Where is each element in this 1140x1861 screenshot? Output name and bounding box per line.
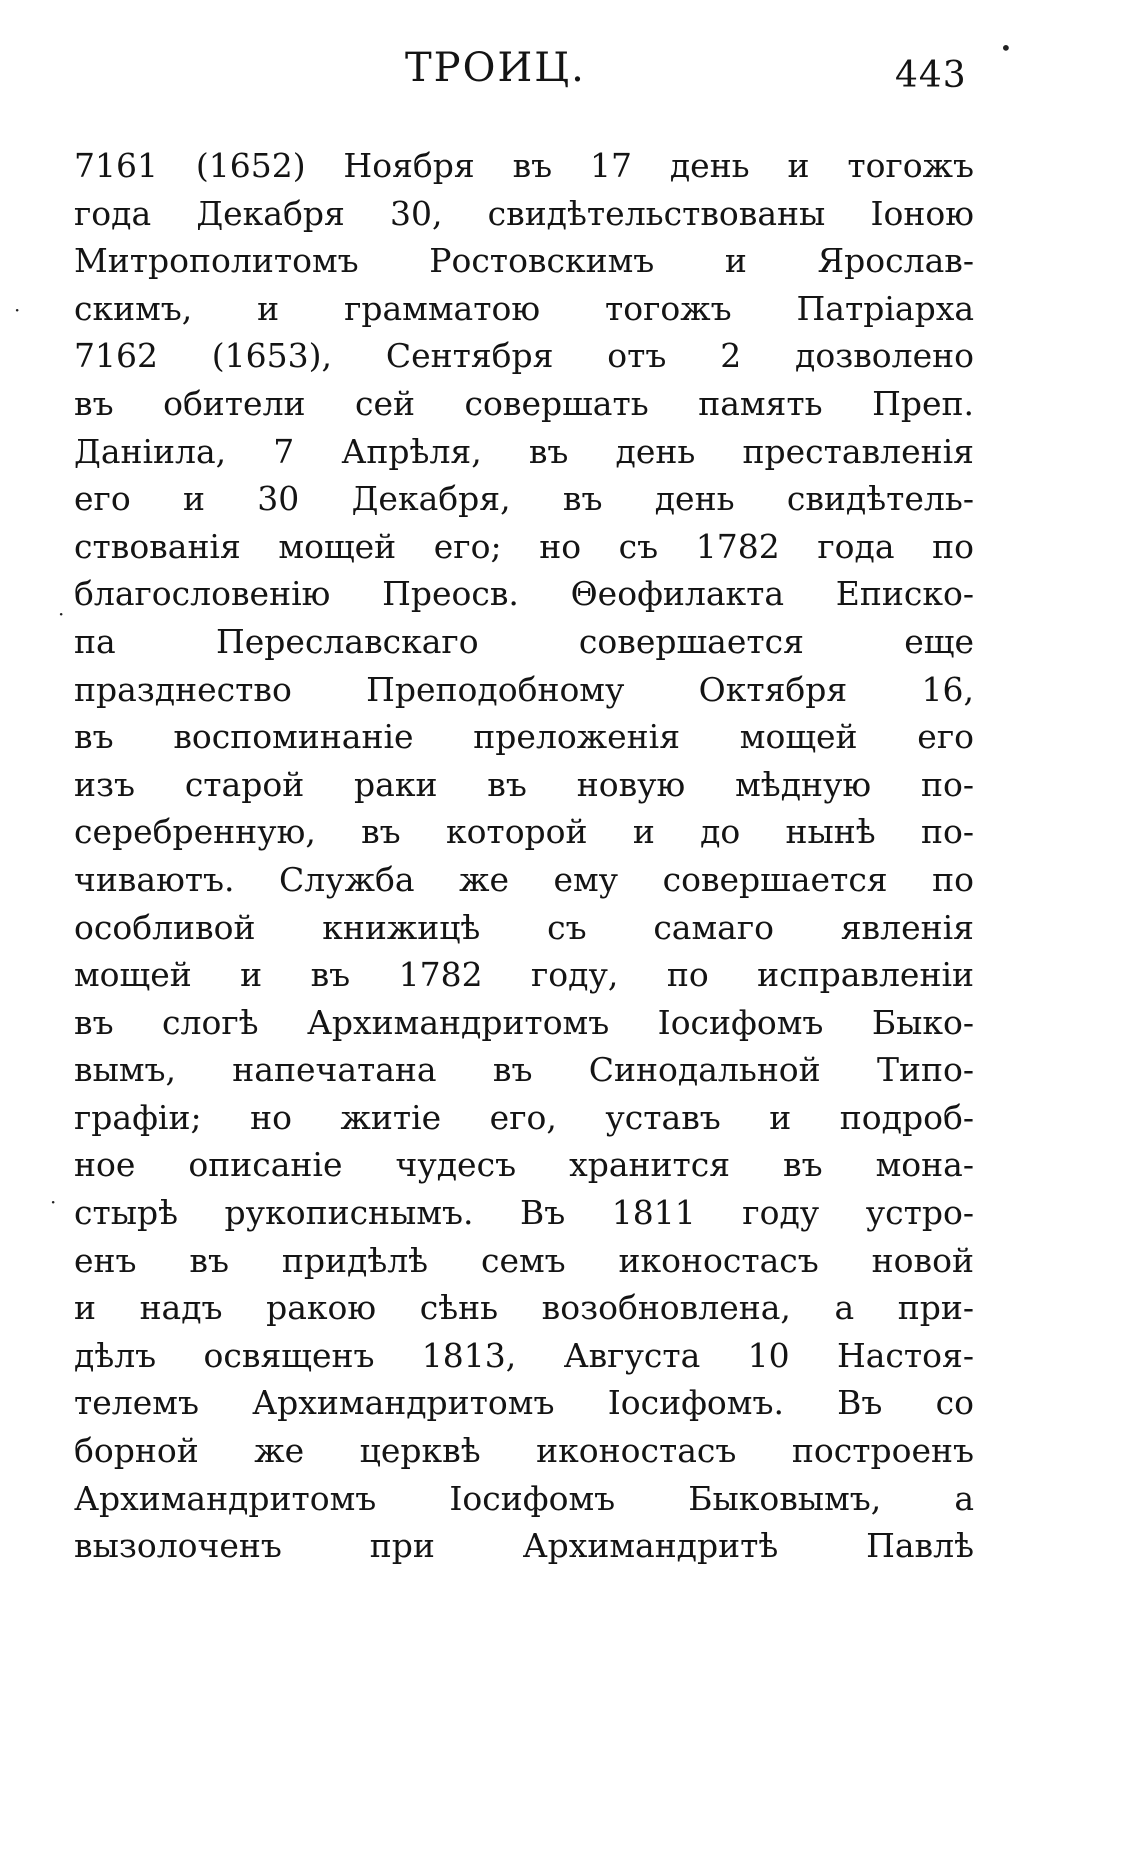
main-text xyxy=(74,142,974,1570)
text-line: Архимандритомъ Іосифомъ Быковымъ, а xyxy=(74,1478,974,1518)
page-number: 443 xyxy=(895,55,967,96)
text-line: въ обители сей совершать память Преп. xyxy=(74,383,974,423)
text-line: и надъ ракою сѣнь возобновлена, а при- xyxy=(74,1288,974,1328)
margin-speck: · xyxy=(58,602,65,626)
text-line: дѣлъ освященъ 1813, Августа 10 Настоя- xyxy=(74,1335,974,1375)
text-line: телемъ Архимандритомъ Іосифомъ. Въ со xyxy=(74,1383,974,1423)
text-line: вызолоченъ при Архимандритѣ Павлѣ xyxy=(74,1526,974,1566)
text-line: ное описаніе чудесъ хранится въ мона- xyxy=(74,1145,974,1185)
text-line: Даніила, 7 Апрѣля, въ день преставленія xyxy=(74,431,974,471)
text-line: вымъ, напечатана въ Синодальной Типо- xyxy=(74,1050,974,1090)
text-line: Митрополитомъ Ростовскимъ и Ярослав- xyxy=(74,241,974,281)
text-line: скимъ, и грамматою тогожъ Патріарха xyxy=(74,288,974,328)
text-line: борной же церквѣ иконостасъ построенъ xyxy=(74,1431,974,1471)
text-line: 7162 (1653), Сентября отъ 2 дозволено xyxy=(74,336,974,376)
text-line: благословенію Преосв. Θеофилакта Еписко- xyxy=(74,574,974,614)
running-head: ТРОИЦ. xyxy=(405,45,586,91)
margin-speck: · xyxy=(50,1190,57,1214)
page-header xyxy=(0,0,1140,120)
text-line: въ слогѣ Архимандритомъ Іосифомъ Быко- xyxy=(74,1002,974,1042)
text-line: особливой книжицѣ съ самаго явленія xyxy=(74,907,974,947)
text-line: серебренную, въ которой и до нынѣ по- xyxy=(74,812,974,852)
text-line: мощей и въ 1782 году, по исправленіи xyxy=(74,955,974,995)
text-line: графіи; но житіе его, уставъ и подроб- xyxy=(74,1097,974,1137)
text-line: па Переславскаго совершается еще xyxy=(74,621,974,661)
text-line: въ воспоминаніе преложенія мощей его xyxy=(74,717,974,757)
margin-speck: • xyxy=(1000,36,1012,60)
text-line: енъ въ придѣлѣ семъ иконостасъ новой xyxy=(74,1240,974,1280)
text-line: чиваютъ. Служба же ему совершается по xyxy=(74,859,974,899)
text-line: празднество Преподобному Октября 16, xyxy=(74,669,974,709)
text-line: ствованія мощей его; но съ 1782 года по xyxy=(74,526,974,566)
margin-speck: · xyxy=(14,298,21,322)
text-line: года Декабря 30, свидѣтельствованы Іоною xyxy=(74,193,974,233)
text-line: стырѣ рукописнымъ. Въ 1811 году устро- xyxy=(74,1193,974,1233)
text-line: 7161 (1652) Ноября въ 17 день и тогожъ xyxy=(74,146,974,185)
text-line: его и 30 Декабря, въ день свидѣтель- xyxy=(74,479,974,519)
text-line: изъ старой раки въ новую мѣдную по- xyxy=(74,764,974,804)
